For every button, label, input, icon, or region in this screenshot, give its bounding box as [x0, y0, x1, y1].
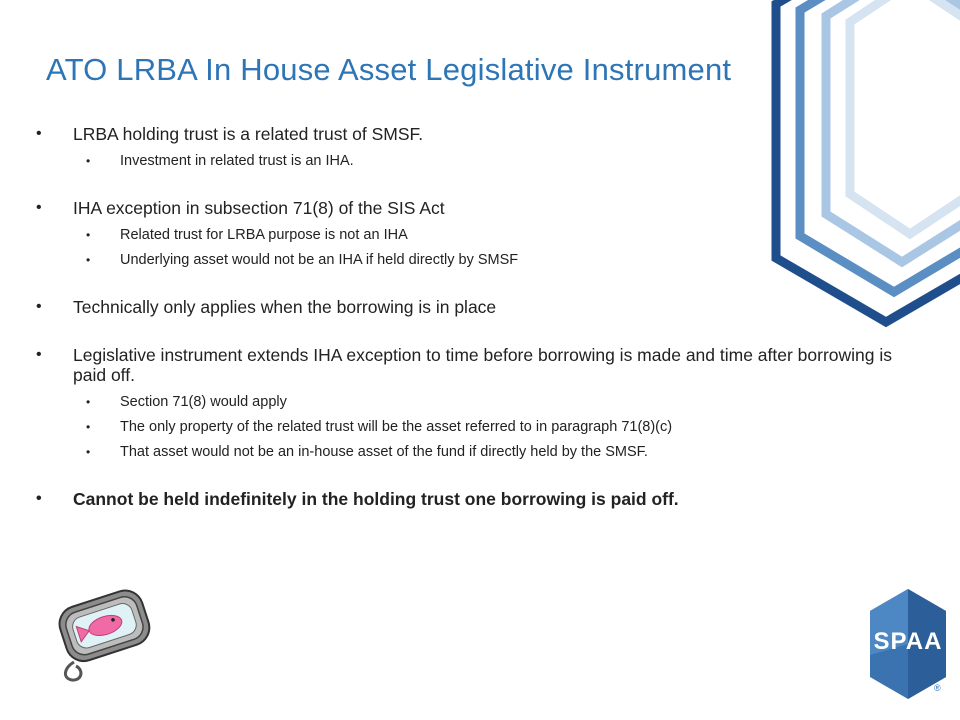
- sub-bullet-dot: •: [86, 445, 91, 459]
- bullet-content: [36, 124, 896, 509]
- bullet-dot: •: [36, 199, 42, 216]
- bullet-list: [36, 124, 896, 509]
- sub-bullet-text: Underlying asset would not be an IHA if held directly by SMSF: [120, 252, 519, 268]
- bullet-dot: •: [36, 298, 42, 315]
- bullet-text: LRBA holding trust is a related trust of SMSF.: [73, 124, 424, 144]
- slide-title: ATO LRBA In House Asset Legislative Instrument: [46, 52, 732, 87]
- sub-bullet-text: Related trust for LRBA purpose is not an IHA: [120, 227, 408, 243]
- bullet-dot: •: [36, 490, 42, 507]
- bullet-item: [36, 297, 896, 317]
- sub-bullet-item: [73, 443, 896, 461]
- bullet-text: Legislative instrument extends IHA exception to time before borrowing is made and time after borrowing is paid off.: [73, 345, 893, 385]
- sub-bullet-dot: •: [86, 228, 91, 242]
- sub-bullet-item: [73, 251, 896, 269]
- sub-bullet-list: [73, 152, 896, 170]
- sub-bullet-item: [73, 418, 896, 436]
- bullet-item: [36, 489, 896, 509]
- sub-bullet-item: [73, 226, 896, 244]
- bullet-text: Cannot be held indefinitely in the holding trust one borrowing is paid off.: [73, 489, 679, 509]
- sub-bullet-text: Section 71(8) would apply: [120, 394, 287, 410]
- sub-bullet-list: [73, 226, 896, 269]
- sub-bullet-dot: •: [86, 395, 91, 409]
- bullet-dot: •: [36, 125, 42, 142]
- bullet-item: [36, 124, 896, 170]
- registered-mark: ®: [934, 683, 941, 693]
- sub-bullet-item: [73, 393, 896, 411]
- bullet-text: Technically only applies when the borrowing is in place: [73, 297, 497, 317]
- sub-bullet-list: [73, 393, 896, 461]
- sub-bullet-dot: •: [86, 420, 91, 434]
- sub-bullet-text: Investment in related trust is an IHA.: [120, 153, 354, 169]
- sub-bullet-text: That asset would not be an in-house asset of the fund if directly held by the SMSF.: [120, 444, 648, 460]
- sub-bullet-item: [73, 152, 896, 170]
- sub-bullet-text: The only property of the related trust will be the asset referred to in paragraph 71(8)(c): [120, 419, 673, 435]
- sub-bullet-dot: •: [86, 154, 91, 168]
- sub-bullet-dot: •: [86, 253, 91, 267]
- bullet-text: IHA exception in subsection 71(8) of the SIS Act: [73, 198, 445, 218]
- bullet-dot: •: [36, 346, 42, 363]
- fish-clipart: [50, 584, 160, 684]
- logo-text: SPAA: [873, 628, 943, 655]
- bullet-item: [36, 198, 896, 269]
- bullet-item: [36, 345, 896, 461]
